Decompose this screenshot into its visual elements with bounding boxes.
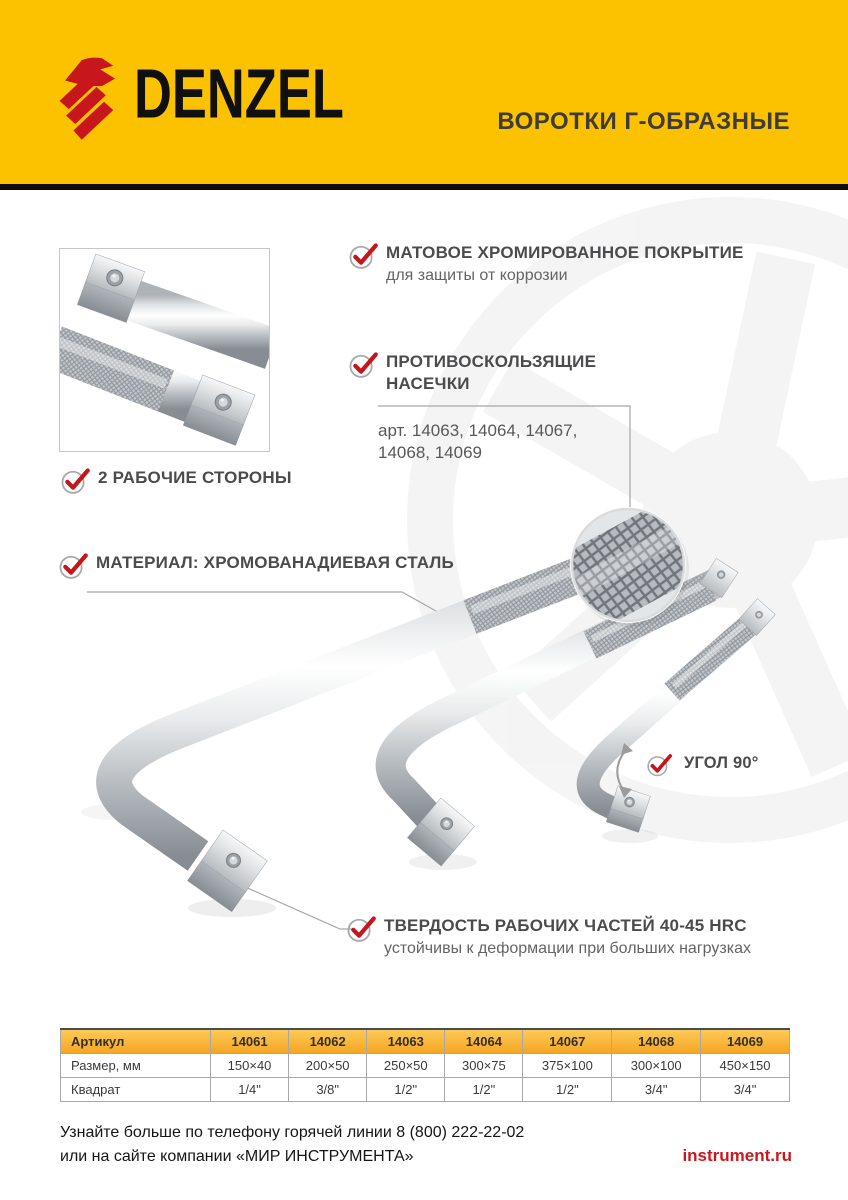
- spec-value: 3/8": [289, 1077, 367, 1101]
- check-icon: [346, 915, 377, 944]
- spec-value: 250×50: [367, 1053, 445, 1077]
- spec-value: 300×100: [612, 1053, 701, 1077]
- check-icon: [58, 552, 89, 581]
- spec-value: 200×50: [289, 1053, 367, 1077]
- spec-article-header: 14069: [701, 1029, 790, 1053]
- spec-article-header: 14067: [523, 1029, 612, 1053]
- spec-value: 1/2": [445, 1077, 523, 1101]
- inset-detail-photo: [59, 248, 270, 452]
- feature-angle: [646, 752, 826, 774]
- spec-row-label: Размер, мм: [61, 1053, 211, 1077]
- spec-value: 150×40: [211, 1053, 289, 1077]
- feature-two-sides: [60, 467, 380, 489]
- denzel-eagle-logo-icon: [54, 56, 128, 142]
- spec-value: 3/4": [612, 1077, 701, 1101]
- page-title: ВОРОТКИ Г-ОБРАЗНЫЕ: [497, 108, 790, 135]
- specs-table: [60, 1028, 790, 1102]
- feature-hardness: [346, 915, 816, 959]
- spec-article-header: 14062: [289, 1029, 367, 1053]
- drive-end-smooth: [77, 254, 269, 349]
- spec-article-header: 14064: [445, 1029, 523, 1053]
- feature-title: ТВЕРДОСТЬ РАБОЧИХ ЧАСТЕЙ 40-45 HRC: [384, 916, 747, 935]
- feature-coating: [348, 242, 768, 286]
- spec-value: 1/2": [523, 1077, 612, 1101]
- articles-line: арт. 14063, 14064, 14067,: [378, 421, 578, 440]
- feature-subtitle: для защиты от коррозии: [386, 267, 568, 284]
- footer-company: или на сайте компании «МИР ИНСТРУМЕНТА»: [60, 1148, 414, 1165]
- material-callout-line: [87, 592, 452, 620]
- spec-value: 450×150: [701, 1053, 790, 1077]
- check-icon: [60, 467, 91, 496]
- feature-title: МАТЕРИАЛ: ХРОМОВАНАДИЕВАЯ СТАЛЬ: [96, 553, 454, 572]
- feature-subtitle: устойчивы к деформации при больших нагрузках: [384, 940, 751, 957]
- check-icon: [646, 753, 673, 778]
- feature-title: МАТОВОЕ ХРОМИРОВАННОЕ ПОКРЫТИЕ: [386, 243, 744, 262]
- spec-value: 1/4": [211, 1077, 289, 1101]
- spec-article-header: 14068: [612, 1029, 701, 1053]
- brand-logotype: DENZEL: [134, 55, 344, 133]
- feature-title: 2 РАБОЧИЕ СТОРОНЫ: [98, 468, 292, 487]
- spec-value: 300×75: [445, 1053, 523, 1077]
- check-icon: [348, 242, 379, 271]
- drive-ends-drawing: [60, 249, 269, 451]
- header-band: [0, 0, 848, 184]
- spec-value: 375×100: [523, 1053, 612, 1077]
- spec-article-header: 14061: [211, 1029, 289, 1053]
- feature-knurling: [348, 351, 598, 395]
- footer-hotline: Узнайте больше по телефону горячей линии 8 (800) 222-22-02: [60, 1124, 525, 1141]
- feature-title: ПРОТИВОСКОЛЬЗЯЩИЕ НАСЕЧКИ: [386, 352, 597, 393]
- footer-website: instrument.ru: [682, 1146, 792, 1165]
- header-divider: [0, 184, 848, 190]
- drive-end-knurled: [60, 340, 255, 445]
- feature-title: УГОЛ 90°: [684, 754, 759, 772]
- spec-row-label: Квадрат: [61, 1077, 211, 1101]
- check-icon: [348, 351, 379, 380]
- articles-line: 14068, 14069: [378, 443, 482, 462]
- feature-material: [58, 552, 498, 574]
- spec-row-label-header: Артикул: [61, 1029, 211, 1053]
- spec-value: 3/4": [701, 1077, 790, 1101]
- knurling-articles: [378, 420, 577, 464]
- spec-article-header: 14063: [367, 1029, 445, 1053]
- spec-value: 1/2": [367, 1077, 445, 1101]
